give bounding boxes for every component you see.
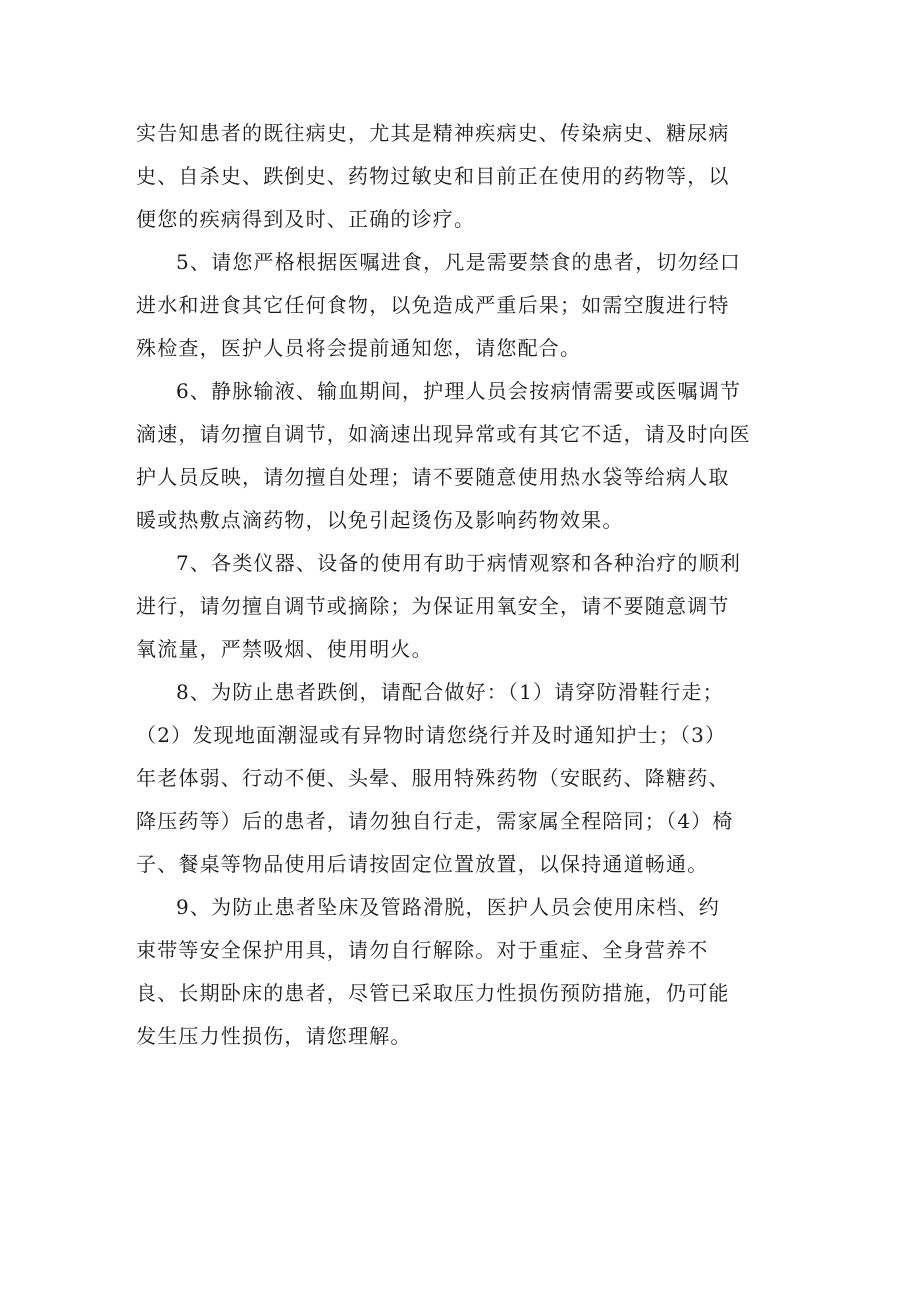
item-6-line-3: 护人员反映，请勿擅自处理；请不要随意使用热水袋等给病人取 (136, 465, 730, 489)
item-7-line-3: 氧流量，严禁吸烟、使用明火。 (136, 637, 433, 661)
item-5-line-1: 5、请您严格根据医嘱进食，凡是需要禁食的患者，切勿经口 (176, 250, 742, 274)
item-7-line-1: 7、各类仪器、设备的使用有助于病情观察和各种治疗的顺利 (176, 551, 742, 575)
item-8-line-4: 降压药等）后的患者，请勿独自行走，需家属全程陪同；（4）椅 (136, 809, 734, 833)
item-8-line-3: 年老体弱、行动不便、头晕、服用特殊药物（安眠药、降糖药、 (136, 766, 730, 790)
item-5-line-3: 殊检查，医护人员将会提前通知您，请您配合。 (136, 336, 582, 360)
text-line-2: 史、自杀史、跌倒史、药物过敏史和目前正在使用的药物等，以 (136, 164, 730, 188)
item-6-line-1: 6、静脉输液、输血期间，护理人员会按病情需要或医嘱调节 (176, 379, 742, 403)
item-9-line-3: 良、长期卧床的患者，尽管已采取压力性损伤预防措施，仍可能 (136, 981, 730, 1005)
item-6-line-4: 暖或热敷点滴药物，以免引起烫伤及影响药物效果。 (136, 508, 624, 532)
item-8-line-1: 8、为防止患者跌倒，请配合做好：（1）请穿防滑鞋行走； (176, 680, 724, 704)
item-9-line-2: 束带等安全保护用具，请勿自行解除。对于重症、全身营养不 (136, 938, 709, 962)
item-9-line-1: 9、为防止患者坠床及管路滑脱，医护人员会使用床档、约 (176, 895, 720, 919)
item-8-line-2: （2）发现地面潮湿或有异物时请您绕行并及时通知护士；（3） (136, 723, 727, 747)
text-line-1: 实告知患者的既往病史，尤其是精神疾病史、传染病史、糖尿病 (136, 121, 730, 145)
item-7-line-2: 进行，请勿擅自调节或摘除；为保证用氧安全，请不要随意调节 (136, 594, 730, 618)
document-body (136, 112, 796, 1058)
item-6-line-2: 滴速，请勿擅自调节，如滴速出现异常或有其它不适，请及时向医 (136, 422, 751, 446)
text-line-3: 便您的疾病得到及时、正确的诊疗。 (136, 207, 476, 231)
item-8-line-5: 子、餐桌等物品使用后请按固定位置放置，以保持通道畅通。 (136, 852, 709, 876)
item-9-line-4: 发生压力性损伤，请您理解。 (136, 1024, 412, 1048)
item-5-line-2: 进水和进食其它任何食物，以免造成严重后果；如需空腹进行特 (136, 293, 730, 317)
